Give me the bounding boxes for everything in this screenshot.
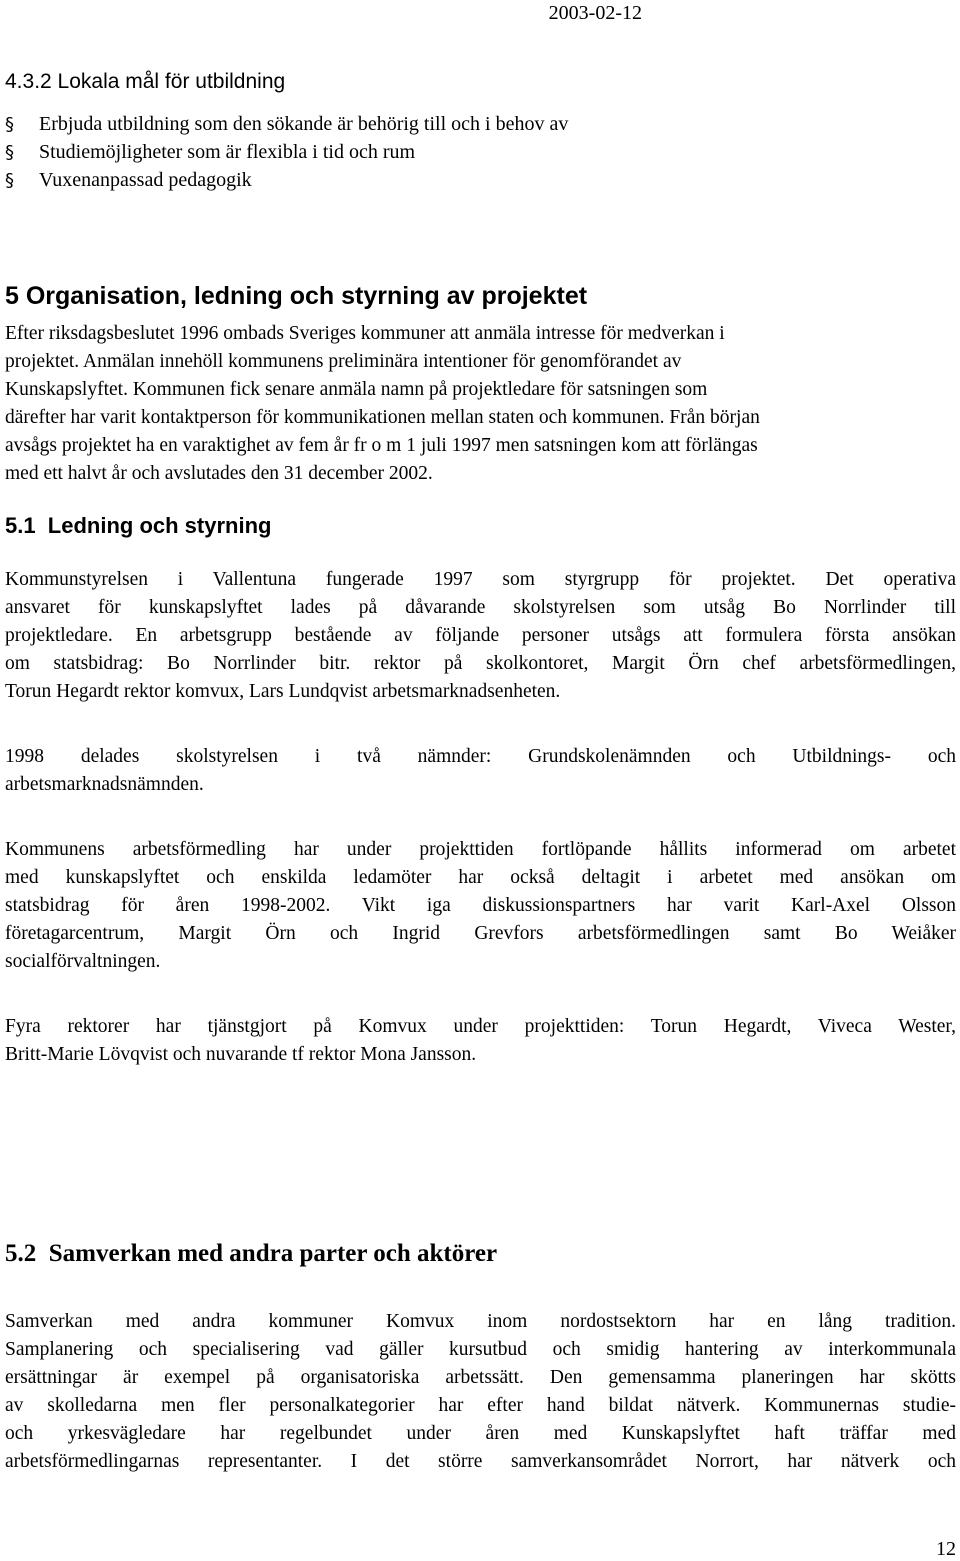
text-line: Torun Hegardt rektor komvux, Lars Lundqvist arbetsmarknadsenheten. [5,681,561,702]
bullet-icon: § [5,170,14,191]
text-line: Britt-Marie Lövqvist och nuvarande tf rektor Mona Jansson. [5,1044,477,1065]
bullet-icon: § [5,142,14,163]
list-item [5,141,415,164]
paragraph-ledning [5,566,956,706]
text-line: projektledare. En arbetsgrupp bestående av följande personer utsågs att formulera första ansökan [5,625,956,646]
section-heading-5-2: 5.2 Samverkan med andra parter och aktörer [5,1240,498,1267]
text-line: och yrkesvägledare har regelbundet under åren med Kunskapslyftet haft träffar med [5,1423,956,1444]
text-line: avsågs projektet ha en varaktighet av fem år fr o m 1 juli 1997 men satsningen kom att förlängas [5,435,758,456]
section-heading-5-1: 5.1 Ledning och styrning [5,513,272,538]
section-heading-4-3-2: 4.3.2 Lokala mål för utbildning [5,70,286,93]
text-line: arbetsförmedlingarnas representanter. I det större samverkansområdet Norrort, har nätverk och [5,1451,956,1472]
paragraph-samverkan [5,1308,956,1476]
list-item-text: Vuxenanpassad pedagogik [39,169,252,191]
text-line: om statsbidrag: Bo Norrlinder bitr. rektor på skolkontoret, Margit Örn chef arbetsförmedlingen, [5,653,956,674]
header-date: 2003-02-12 [548,2,642,24]
text-line: med ett halvt år och avslutades den 31 december 2002. [5,463,433,484]
list-item [5,113,568,136]
text-line: arbetsmarknadsnämnden. [5,774,204,795]
text-line: Samverkan med andra kommuner Komvux inom nordostsektorn har en lång tradition. [5,1311,956,1332]
text-line: Kommunstyrelsen i Vallentuna fungerade 1997 som styrgrupp för projektet. Det operativa [5,569,956,590]
text-line: Fyra rektorer har tjänstgjort på Komvux under projekttiden: Torun Hegardt, Viveca Wester, [5,1016,956,1037]
text-line: Kommunens arbetsförmedling har under projekttiden fortlöpande hållits informerad om arbetet [5,839,956,860]
paragraph-namnder [5,743,956,799]
list-item-text: Erbjuda utbildning som den sökande är behörig till och i behov av [39,113,569,135]
text-line: Efter riksdagsbeslutet 1996 ombads Sveriges kommuner att anmäla intresse för medverkan i [5,323,725,344]
text-line: Kunskapslyftet. Kommunen fick senare anmäla namn på projektledare för satsningen som [5,379,708,400]
text-line: företagarcentrum, Margit Örn och Ingrid Grevfors arbetsförmedlingen samt Bo Weiåker [5,923,956,944]
paragraph-arbetsformedling [5,836,956,976]
bullet-icon: § [5,114,14,135]
text-line: socialförvaltningen. [5,951,161,972]
paragraph-section-5 [5,320,956,488]
text-line: med kunskapslyftet och enskilda ledamöter har också deltagit i arbetet med ansökan om [5,867,956,888]
page-number: 12 [936,1538,956,1560]
text-line: projektet. Anmälan innehöll kommunens preliminära intentioner för genomförandet av [5,351,682,372]
text-line: därefter har varit kontaktperson för kommunikationen mellan staten och kommunen. Från början [5,407,760,428]
list-item [5,169,252,192]
section-heading-5: 5 Organisation, ledning och styrning av projektet [5,282,588,310]
text-line: ersättningar är exempel på organisatoriska arbetssätt. Den gemensamma planeringen har skötts [5,1367,956,1388]
paragraph-rektorer [5,1013,956,1069]
text-line: statsbidrag för åren 1998-2002. Vikt iga diskussionspartners har varit Karl-Axel Olsson [5,895,956,916]
list-item-text: Studiemöjligheter som är flexibla i tid och rum [39,141,416,163]
text-line: 1998 delades skolstyrelsen i två nämnder: Grundskolenämnden och Utbildnings- och [5,746,956,767]
text-line: av skolledarna men fler personalkategorier har efter hand bildat nätverk. Kommunernas studie- [5,1395,956,1416]
text-line: ansvaret för kunskapslyftet lades på dåvarande skolstyrelsen som utsåg Bo Norrlinder till [5,597,956,618]
text-line: Samplanering och specialisering vad gäller kursutbud och smidig hantering av interkommunala [5,1339,956,1360]
